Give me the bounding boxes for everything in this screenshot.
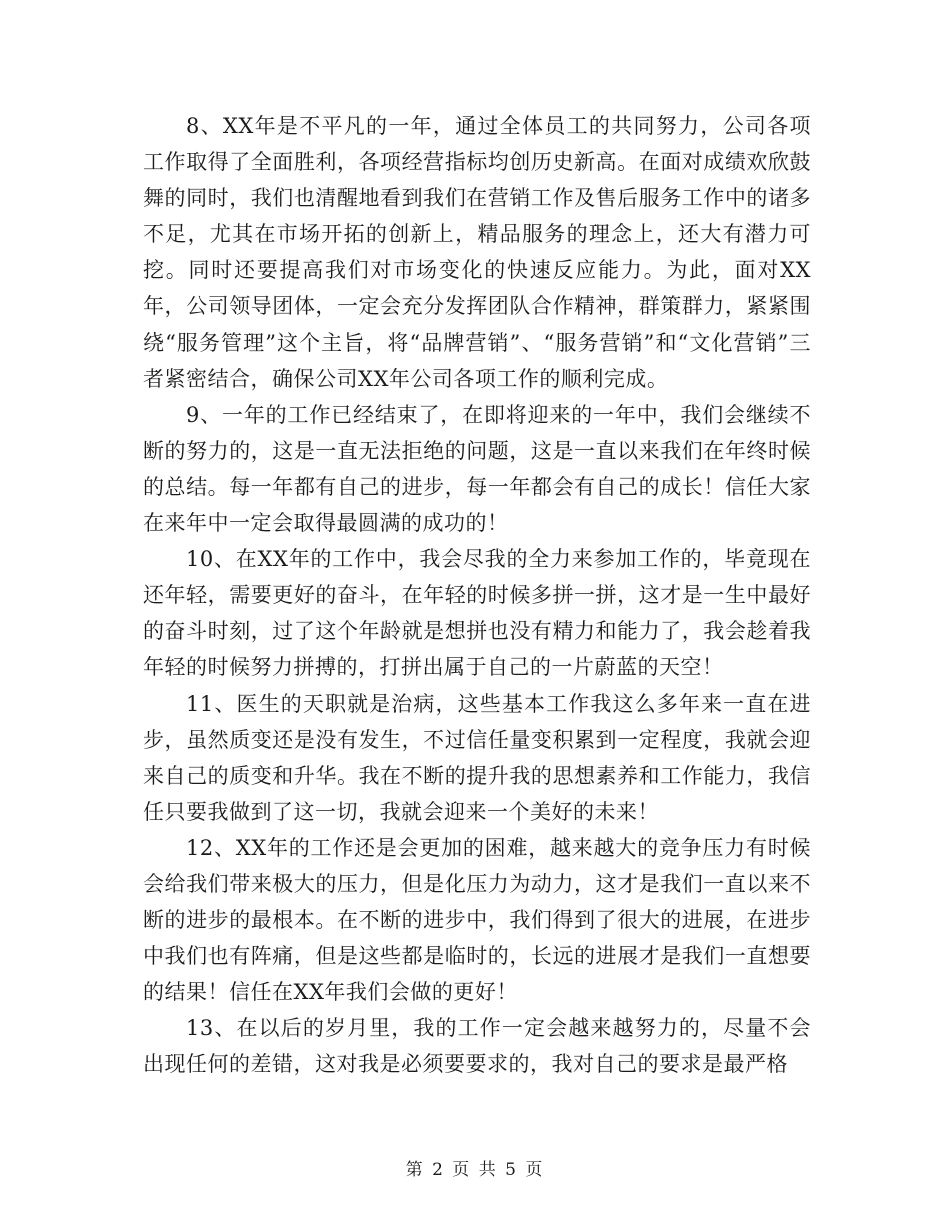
paragraph-13: 13、在以后的岁月里，我的工作一定会越来越努力的，尽量不会出现任何的差错，这对我是必须要要求的，我对自己的要求是最严格 <box>143 1016 811 1077</box>
document-body <box>143 108 811 1083</box>
paragraph-9: 9、一年的工作已经结束了，在即将迎来的一年中，我们会继续不断的努力的，这是一直无法拒绝的问题，这是一直以来我们在年终时候的总结。每一年都有自己的进步，每一年都会有自己的成长！信任大家在来年中一定会取得最圆满的成功的！ <box>143 402 811 536</box>
paragraph-11: 11、医生的天职就是治病，这些基本工作我这么多年来一直在进步，虽然质变还是没有发生，不过信任量变积累到一定程度，我就会迎来自己的质变和升华。我在不断的提升我的思想素养和工作能力，我信任只要我做到了这一切，我就会迎来一个美好的未来！ <box>143 691 811 824</box>
paragraph-10: 10、在XX年的工作中，我会尽我的全力来参加工作的，毕竟现在还年轻，需要更好的奋斗，在年轻的时候多拼一拼，这才是一生中最好的奋斗时刻，过了这个年龄就是想拼也没有精力和能力了，我会趁着我年轻的时候努力拼搏的，打拼出属于自己的一片蔚蓝的天空！ <box>143 547 811 680</box>
paragraph-8: 8、XX年是不平凡的一年，通过全体员工的共同努力，公司各项工作取得了全面胜利，各项经营指标均创历史新高。在面对成绩欢欣鼓舞的同时，我们也清醒地看到我们在营销工作及售后服务工作中的诸多不足，尤其在市场开拓的创新上，精品服务的理念上，还大有潜力可挖。同时还要提高我们对市场变化的快速反应能力。为此，面对XX年，公司领导团体，一定会充分发挥团队合作精神，群策群力，紧紧围绕“服务管理”这个主旨，将“品牌营销”、“服务营销”和“文化营销”三者紧密结合，确保公司XX年公司各项工作的顺利完成。 <box>143 114 811 391</box>
page-footer: 第 2 页 共 5 页 <box>405 1160 545 1180</box>
paragraph-12: 12、XX年的工作还是会更加的困难，越来越大的竞争压力有时候会给我们带来极大的压力，但是化压力为动力，这才是我们一直以来不断的进步的最根本。在不断的进步中，我们得到了很大的进展，在进步中我们也有阵痛，但是这些都是临时的，长远的进展才是我们一直想要的结果！信任在XX年我们会做的更好！ <box>143 835 811 1005</box>
